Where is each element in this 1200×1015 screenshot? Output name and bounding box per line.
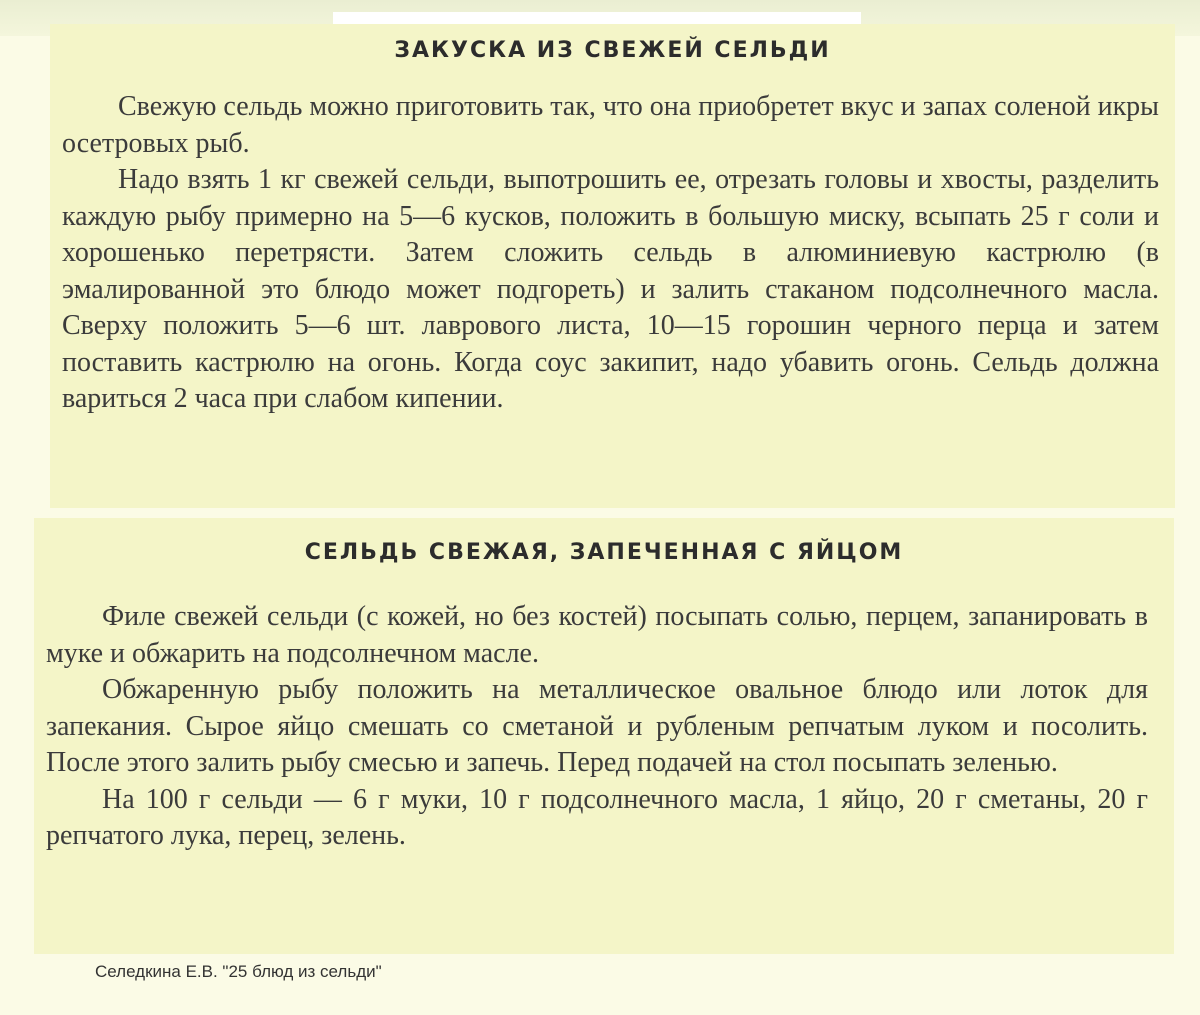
recipe-card-2 (34, 518, 1174, 954)
recipe-2-body (34, 565, 1174, 855)
recipe-2-paragraph: Филе свежей сельди (с кожей, но без костей) посыпать солью, перцем, запанировать в муке и обжарить на подсолнечном масле. (46, 601, 1148, 669)
recipe-2-paragraph: На 100 г сельди — 6 г муки, 10 г подсолнечного масла, 1 яйцо, 20 г сметаны, 20 г репчатого лука, перец, зелень. (46, 783, 1148, 851)
recipe-2-paragraph: Обжаренную рыбу положить на металлическое овальное блюдо или лоток для запекания. Сырое яйцо смешать со сметаной и рубленым репчатым луком и посолить. После этого залить рыбу смесью и запечь. Перед подачей на стол посыпать зеленью. (46, 674, 1148, 778)
recipe-1-body (50, 63, 1175, 418)
recipe-1-paragraph: Надо взять 1 кг свежей сельди, выпотрошить ее, отрезать головы и хвосты, разделить каждую рыбу примерно на 5—6 кусков, положить в большую миску, всыпать 25 г соли и хорошенько перетрясти. Затем сложить сельдь в алюминиевую кастрюлю (в эмалированной это блюдо может подгореть) и залить стаканом подсолнечного масла. Сверху положить 5—6 шт. лаврового листа, 10—15 горошин черного перца и затем поставить кастрюлю на огонь. Когда соус закипит, надо убавить огонь. Сельдь должна вариться 2 часа при слабом кипении. (62, 164, 1159, 414)
recipe-1-title: ЗАКУСКА ИЗ СВЕЖЕЙ СЕЛЬДИ (394, 38, 831, 63)
source-caption: Селедкина Е.В. "25 блюд из сельди" (95, 962, 382, 981)
recipe-card-1 (50, 24, 1175, 508)
recipe-1-paragraph: Свежую сельдь можно приготовить так, что она приобретет вкус и запах соленой икры осетровых рыб. (62, 91, 1159, 159)
recipe-2-title: СЕЛЬДЬ СВЕЖАЯ, ЗАПЕЧЕННАЯ С ЯЙЦОМ (304, 540, 904, 565)
